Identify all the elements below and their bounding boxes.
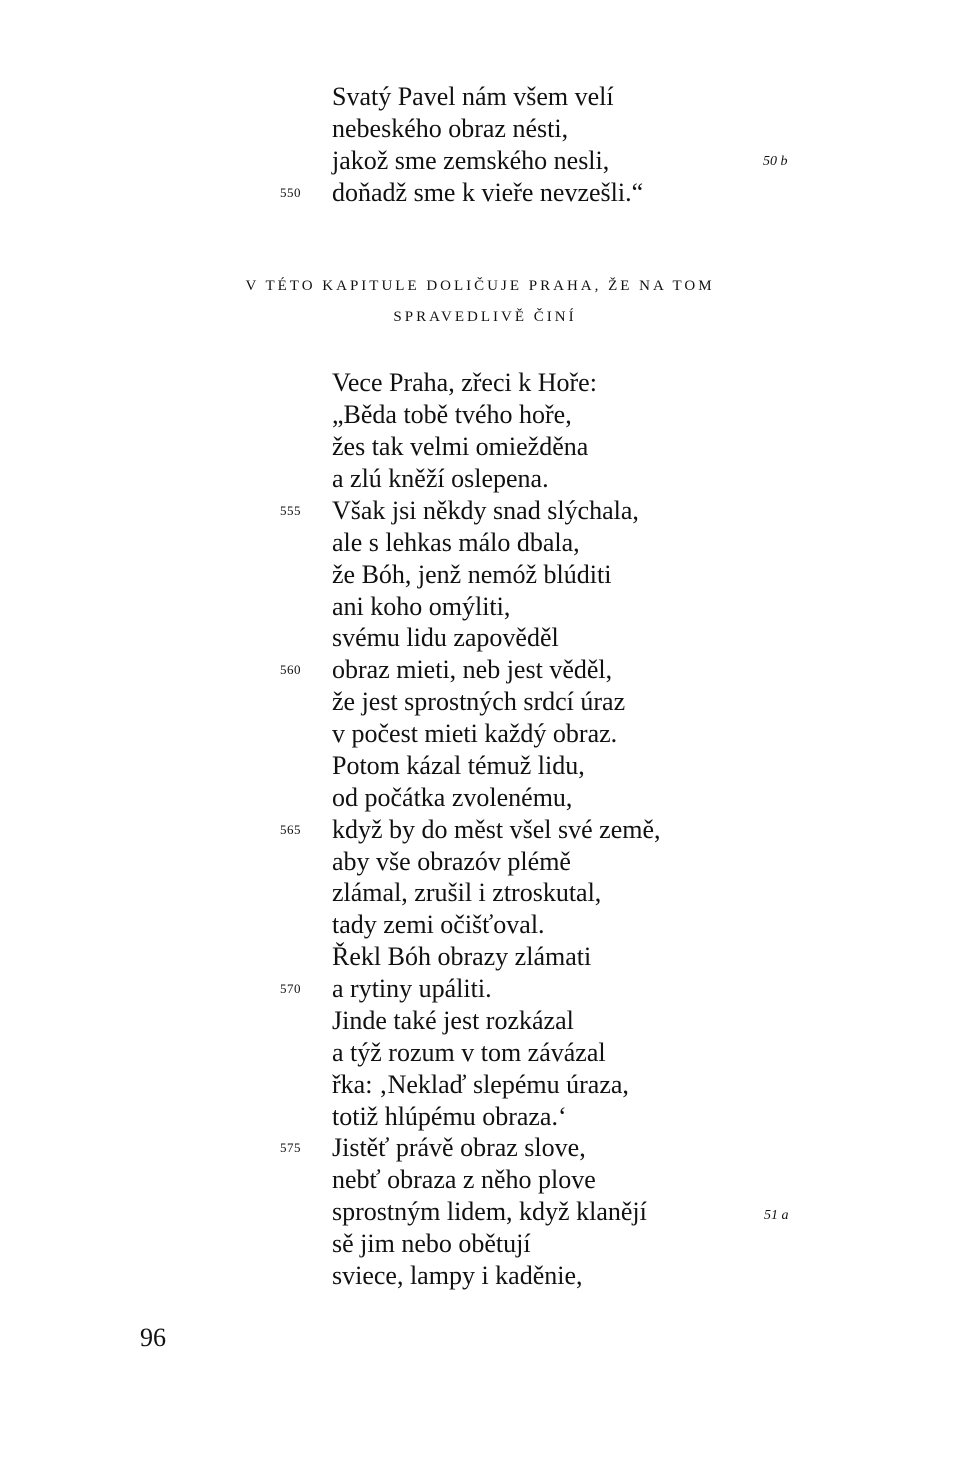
line-number: 565 [280,822,301,837]
verse-line: v počest mieti každý obraz. [332,719,618,748]
verse-line: obraz mieti, neb jest věděl, [332,655,613,684]
verse-line: Jistěť právě obraz slove, [332,1133,586,1162]
line-number: 550 [280,185,301,200]
verse-line: Však jsi někdy snad slýchala, [332,496,639,525]
line-number: 560 [280,662,301,677]
verse-line: že jest sprostných srdcí úraz [332,687,626,716]
verse-line: a rytiny upáliti. [332,974,492,1003]
verse-line: řka: ‚Neklaď slepému úraza, [332,1070,629,1099]
verse-line: Svatý Pavel nám všem velí [332,82,614,111]
folio-marker: 50 b [763,154,788,169]
verse-line: zlámal, zrušil i ztroskutal, [332,878,602,907]
verse-line: od počátka zvolenému, [332,783,573,812]
verse-line: totiž hlúpému obraza.‘ [332,1102,567,1131]
verse-line: žes tak velmi omiežděna [332,432,589,461]
chapter-heading-line-1: V TÉTO KAPITULE DOLIČUJE PRAHA, ŽE NA TOM [245,278,715,294]
verse-line: jakož sme zemského nesli, [332,146,610,175]
verse-line: tady zemi očišťoval. [332,910,545,939]
verse-line: a zlú kněží oslepena. [332,464,549,493]
verse-line: aby vše obrazóv plémě [332,847,571,876]
verse-line: že Bóh, jenž nemóž blúditi [332,560,612,589]
verse-line: a týž rozum v tom závázal [332,1038,606,1067]
line-number: 555 [280,503,301,518]
chapter-heading-line-2: SPRAVEDLIVĚ ČINÍ [393,309,577,325]
verse-line: sě jim nebo obětují [332,1229,531,1258]
verse-line: ani koho omýliti, [332,592,511,621]
verse-line: Jinde také jest rozkázal [332,1006,574,1035]
verse-line: když by do měst všel své země, [332,815,661,844]
verse-line: „Běda tobě tvého hoře, [332,400,572,429]
line-number: 575 [280,1140,301,1155]
line-number: 570 [280,981,301,996]
verse-line: nebť obraza z něho plove [332,1165,596,1194]
verse-line: doňadž sme k vieře nevzešli.“ [332,178,644,207]
verse-line: Řekl Bóh obrazy zlámati [332,942,592,971]
verse-line: Potom kázal témuž lidu, [332,751,585,780]
verse-line: ale s lehkas málo dbala, [332,528,580,557]
verse-line: Vece Praha, zřeci k Hoře: [332,368,597,397]
verse-line: sprostným lidem, když klanějí [332,1197,647,1226]
verse-line: sviece, lampy i kaděnie, [332,1261,583,1290]
folio-marker: 51 a [764,1208,789,1223]
page-number: 96 [140,1323,166,1352]
verse-line: nebeského obraz nésti, [332,114,569,143]
verse-line: svému lidu zapověděl [332,623,559,652]
